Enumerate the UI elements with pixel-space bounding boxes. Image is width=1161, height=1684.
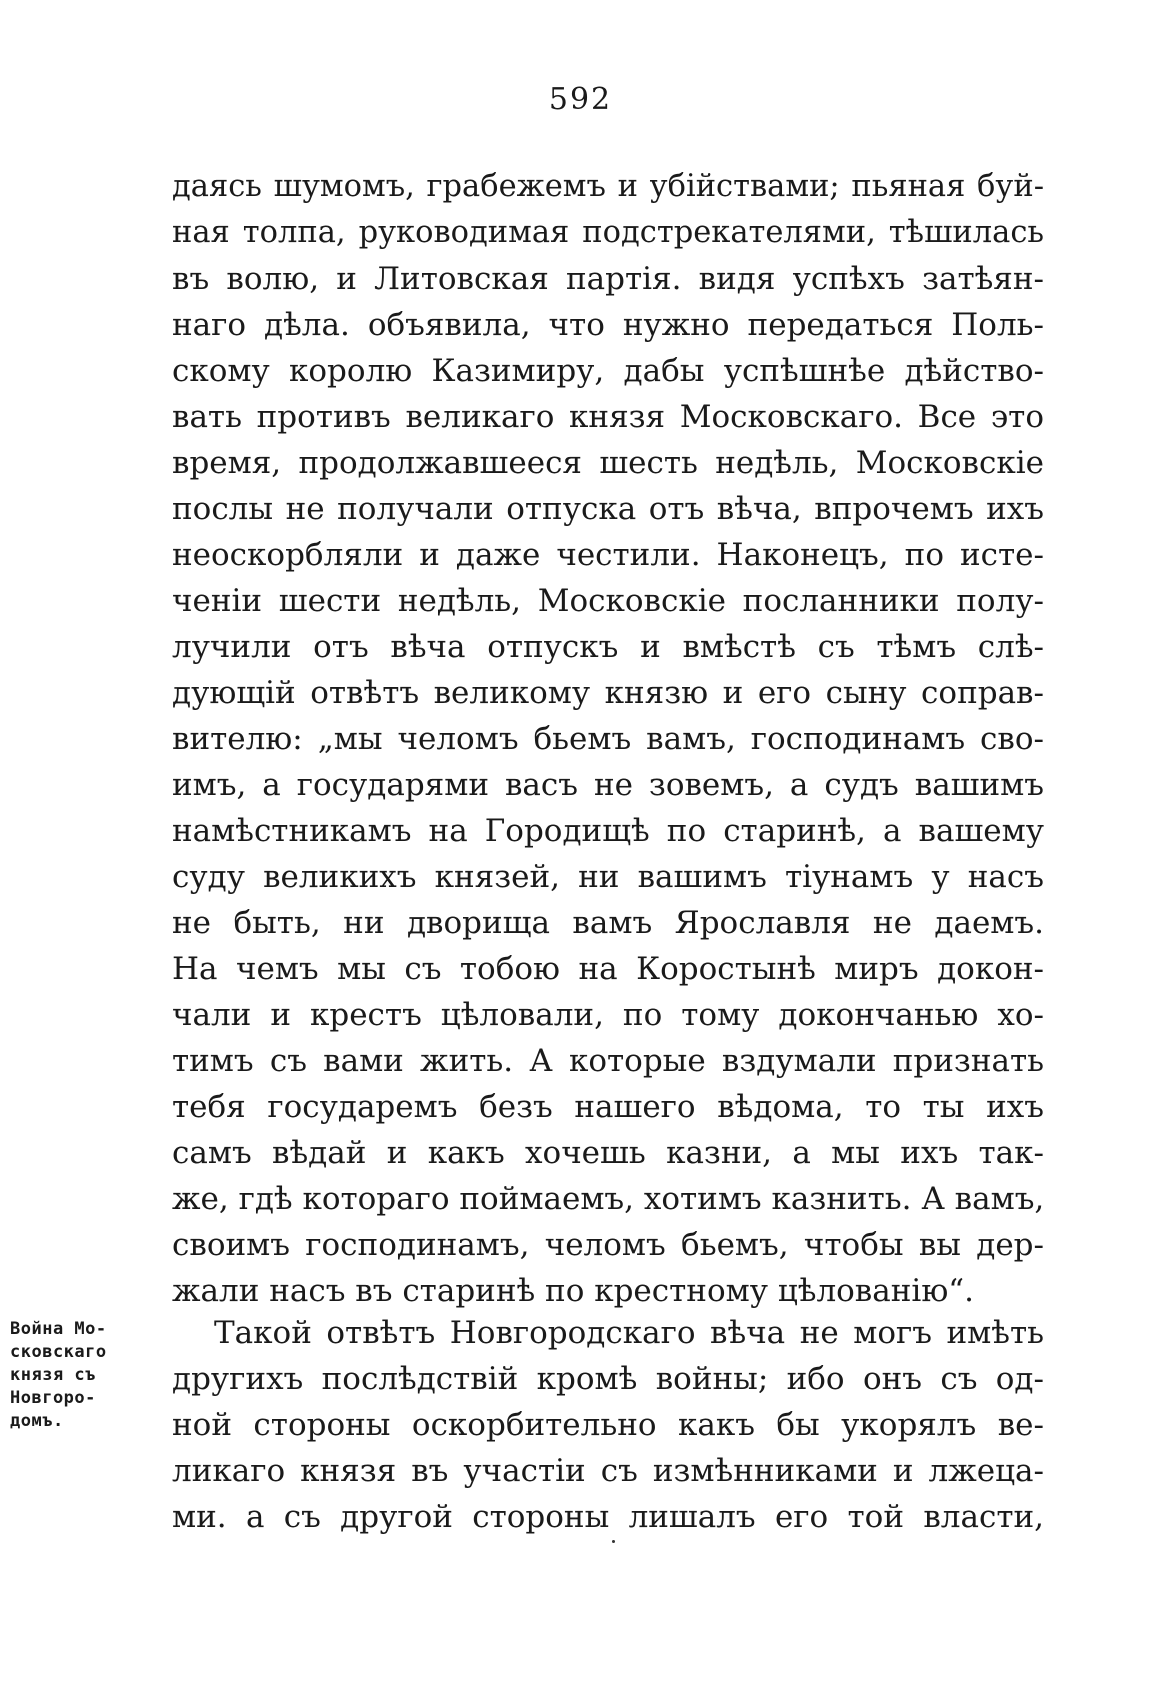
- text-line: жали насъ въ старинѣ по крестному цѣлованію“.: [172, 1273, 975, 1309]
- text-line: послы не получали отпуска отъ вѣча, впрочемъ ихъ: [172, 491, 1044, 527]
- margin-note: [10, 1318, 158, 1433]
- text-line: ченіи шести недѣль, Московскіе посланники полу-: [172, 583, 1044, 619]
- page-number: 592: [548, 82, 613, 117]
- text-line: скому королю Казимиру, дабы успѣшнѣе дѣйство-: [172, 353, 1044, 389]
- text-line: ной стороны оскорбительно какъ бы укорялъ ве-: [172, 1407, 1044, 1443]
- text-line: самъ вѣдай и какъ хочешь казни, а мы ихъ так-: [172, 1135, 1044, 1171]
- margin-note-line: сковскаго: [10, 1342, 107, 1362]
- text-line: другихъ послѣдствій кромѣ войны; ибо онъ съ од-: [172, 1361, 1044, 1397]
- text-line: въ волю, и Литовская партія. видя успѣхъ затѣян-: [172, 261, 1044, 297]
- margin-note-line: Новгоро-: [10, 1388, 96, 1408]
- text-line: ная толпа, руководимая подстрекателями, тѣшилась: [172, 215, 1044, 250]
- text-line: время, продолжавшееся шесть недѣль, Московскіе: [172, 445, 1044, 481]
- text-line: неоскорбляли и даже честили. Наконецъ, по исте-: [172, 537, 1044, 573]
- paragraph-1: [172, 164, 1044, 1314]
- text-line: не быть, ни дворища вамъ Ярославля не даемъ.: [172, 905, 1044, 941]
- text-line: На чемъ мы съ тобою на Коростынѣ миръ докон-: [172, 951, 1044, 987]
- text-line: наго дѣла. объявила, что нужно передаться Поль-: [172, 307, 1044, 343]
- margin-note-line: князя съ: [10, 1365, 96, 1385]
- text-line: вать противъ великаго князя Московскаго. Все это: [172, 399, 1044, 435]
- paragraph-2: [172, 1310, 1044, 1540]
- text-line: лучили отъ вѣча отпускъ и вмѣстѣ съ тѣмъ слѣ-: [172, 629, 1044, 665]
- text-line: имъ, а государями васъ не зовемъ, а судъ вашимъ: [172, 767, 1044, 803]
- text-line: даясь шумомъ, грабежемъ и убійствами; пьяная буй-: [172, 169, 1044, 204]
- text-line: тимъ съ вами жить. А которые вздумали признать: [172, 1043, 1044, 1079]
- text-line: же, гдѣ котораго поймаемъ, хотимъ казнить. А вамъ,: [172, 1181, 1045, 1217]
- text-line: своимъ господинамъ, челомъ бьемъ, чтобы вы дер-: [172, 1227, 1044, 1263]
- print-speck: [612, 1540, 615, 1543]
- text-line: Такой отвѣтъ Новгородскаго вѣча не могъ имѣть: [214, 1315, 1044, 1351]
- text-line: тебя государемъ безъ нашего вѣдома, то ты ихъ: [172, 1089, 1044, 1125]
- text-line: чали и крестъ цѣловали, по тому докончанью хо-: [172, 997, 1044, 1033]
- text-line: суду великихъ князей, ни вашимъ тіунамъ у насъ: [172, 859, 1044, 895]
- margin-note-line: домъ.: [10, 1411, 64, 1431]
- margin-note-line: Война Мо-: [10, 1319, 107, 1339]
- text-line: ми. а съ другой стороны лишалъ его той власти,: [172, 1499, 1044, 1535]
- text-line: ликаго князя въ участіи съ измѣнниками и лжеца-: [172, 1453, 1044, 1489]
- text-line: дующій отвѣтъ великому князю и его сыну соправ-: [172, 675, 1044, 711]
- text-line: намѣстникамъ на Городищѣ по старинѣ, а вашему: [172, 813, 1044, 849]
- text-line: вителю: „мы челомъ бьемъ вамъ, господинамъ сво-: [172, 721, 1044, 757]
